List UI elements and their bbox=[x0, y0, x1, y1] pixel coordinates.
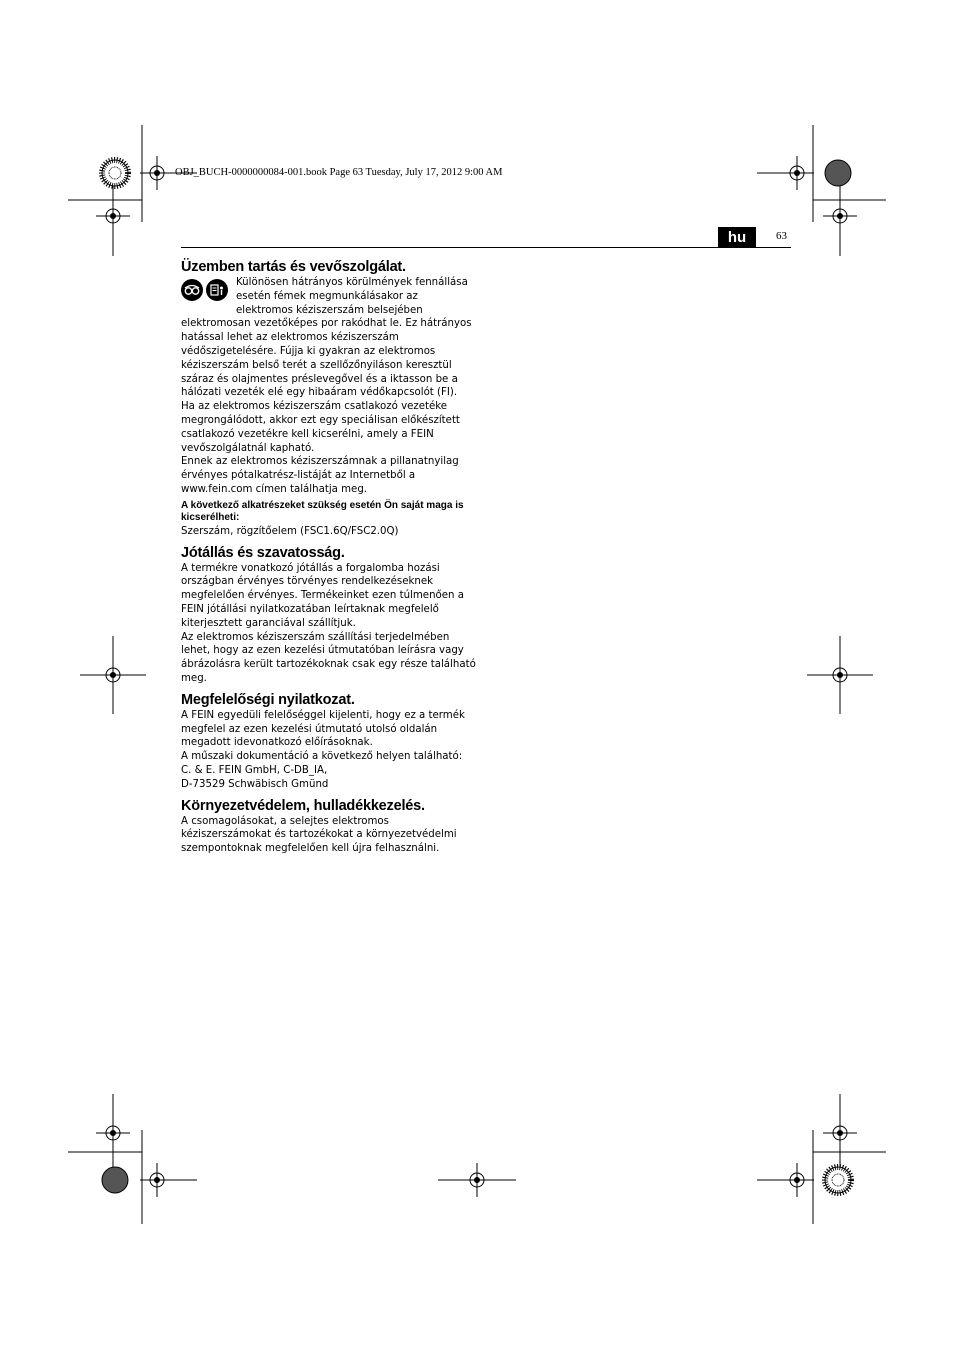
print-slug: OBJ_BUCH-0000000084-001.book Page 63 Tuesday, July 17, 2012 9:00 AM bbox=[175, 167, 503, 178]
service-paragraph-3: Ennek az elektromos kéziszerszámnak a pillanatnyilag érvényes pótalkatrész-listáját az Internetből a www.fein.com címen találhatja meg. bbox=[181, 456, 459, 495]
service-paragraph-1: elektromosan vezetőképes por rakódhat le. Ez hátrányos hatással lehet az elektromos kéziszerszám védőszigetelésére. Fújja ki gyakran az elektromos kéziszerszám belső terét a szellőzőnyiláson keresztül száraz és olajmentes préslevegővel és a iktasson be a hálózati vezeték elé egy hibaáram védőkapcsolót (FI). bbox=[181, 318, 472, 399]
text-column bbox=[181, 258, 481, 856]
service-bold-note: A következő alkatrészeket szükség esetén Ön saját maga is kicserélheti: bbox=[181, 499, 464, 524]
service-intro-line-3: elektromos kéziszerszám belsejében bbox=[236, 304, 423, 316]
warning-icons bbox=[181, 279, 231, 301]
language-badge: hu bbox=[718, 227, 756, 248]
service-paragraph-2: Ha az elektromos kéziszerszám csatlakozó vezetéke megrongálódott, akkor ezt egy speciálisan előkészített csatlakozó vezetékre kell kicserélni, amely a FEIN vevőszolgálatnál kapható. bbox=[181, 401, 460, 454]
warranty-heading: Jótállás és szavatosság. bbox=[181, 544, 345, 561]
service-heading: Üzemben tartás és vevőszolgálat. bbox=[181, 259, 406, 275]
conformity-paragraph-2: A műszaki dokumentáció a következő helyen található: bbox=[181, 751, 463, 763]
service-intro-line-1: Különösen hátrányos körülmények fennállása bbox=[236, 277, 468, 288]
header-rule bbox=[181, 247, 791, 248]
read-manual-icon bbox=[206, 279, 228, 301]
service-parts: Szerszám, rögzítőelem (FSC1.6Q/FSC2.0Q) bbox=[181, 525, 399, 537]
environment-paragraph-1: A csomagolásokat, a selejtes elektromos kéziszerszámokat és tartozékokat a környezetvédelmi szempontoknak megfelelően kell újra felhasználni. bbox=[181, 815, 457, 855]
conformity-address-2: D-73529 Schwäbisch Gmünd bbox=[181, 778, 329, 790]
page-number: 63 bbox=[776, 230, 787, 242]
warranty-paragraph-2: Az elektromos kéziszerszám szállítási terjedelmében lehet, hogy az ezen kezelési útmutatóban leírásra vagy ábrázolásra került tartozékoknak csak egy része található meg. bbox=[181, 631, 476, 684]
conformity-heading: Megfelelőségi nyilatkozat. bbox=[181, 691, 355, 708]
environment-heading: Környezetvédelem, hulladékkezelés. bbox=[181, 797, 425, 814]
safety-goggles-icon bbox=[181, 279, 203, 301]
service-intro bbox=[181, 276, 481, 317]
service-intro-line-2: esetén fémek megmunkálásakor az bbox=[236, 290, 418, 302]
conformity-paragraph-1: A FEIN egyedüli felelőséggel kijelenti, hogy ez a termék megfelel az ezen kezelési útmutató utolsó oldalán megadott idevonatkozó előírásoknak. bbox=[181, 709, 465, 749]
warranty-paragraph-1: A termékre vonatkozó jótállás a forgalomba hozási országban érvényes törvényes rendelkezéseknek megfelelően érvényes. Termékeinket ezen túlmenően a FEIN jótállási nyilatkozatában leírtaknak megfelelő kiterjesztett garanciával szállítjuk. bbox=[181, 562, 464, 629]
conformity-address-1: C. & E. FEIN GmbH, C-DB_IA, bbox=[181, 764, 328, 776]
